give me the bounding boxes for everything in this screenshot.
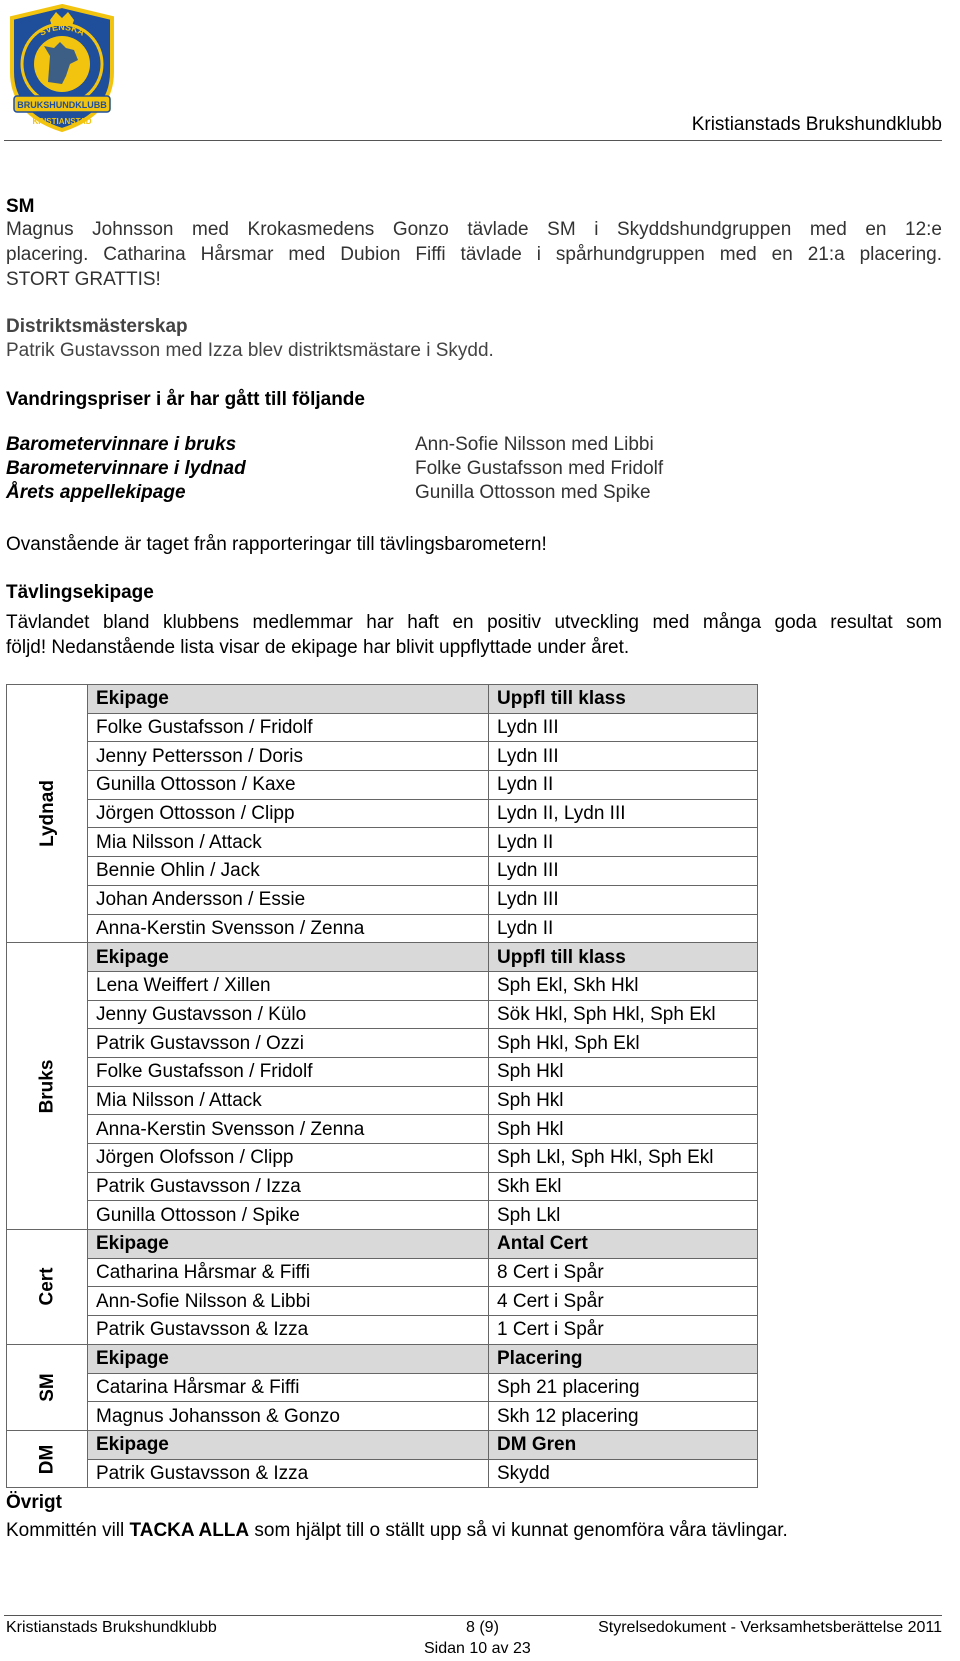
sm-line-2: placering. Catharina Hårsmar med Dubion Fiffi tävlade i spårhundgruppen med en 21:a placering. [6,244,942,265]
result-cell: Skh 12 placering [489,1402,758,1431]
prize-row [6,433,706,457]
column-header: DM Gren [489,1430,758,1459]
club-logo [4,2,120,134]
table-row [7,771,758,800]
column-header: Uppfl till klass [489,685,758,714]
ekipage-cell: Ann-Sofie Nilsson & Libbi [88,1287,489,1316]
result-cell: 8 Cert i Spår [489,1258,758,1287]
section-label: Bruks [36,1059,58,1114]
logo-text-ribbon: KRISTIANSTAD [32,117,92,126]
ekipage-cell: Magnus Johansson & Gonzo [88,1402,489,1431]
section-label: SM [36,1373,58,1402]
prizes-note: Ovanstående är taget från rapporteringar till tävlingsbarometern! [6,534,547,555]
table-row [7,857,758,886]
table-row [7,1373,758,1402]
prize-winner: Ann-Sofie Nilsson med Libbi [415,434,654,455]
section-label: Lydnad [36,780,58,848]
result-cell: Lydn III [489,742,758,771]
results-table [6,684,758,1488]
result-cell: Skh Ekl [489,1172,758,1201]
column-header: Ekipage [88,1344,489,1373]
ekipage-cell: Gunilla Ottosson / Kaxe [88,771,489,800]
ekipage-cell: Folke Gustafsson / Fridolf [88,713,489,742]
result-cell: Sök Hkl, Sph Hkl, Sph Ekl [489,1000,758,1029]
ekipage-cell: Bennie Ohlin / Jack [88,857,489,886]
result-cell: Lydn II [489,828,758,857]
other-text-after: som hjälpt till o ställt upp så vi kunnat genomföra våra tävlingar. [249,1520,788,1541]
ekipage-cell: Patrik Gustavsson / Ozzi [88,1029,489,1058]
footer-center: 8 (9) [466,1619,499,1636]
logo-text-bottom: BRUKSHUNDKLUBB [17,100,107,110]
table-row [7,799,758,828]
section-label-cell [7,1344,88,1430]
other-heading: Övrigt [6,1492,62,1513]
ekipage-cell: Jörgen Olofsson / Clipp [88,1144,489,1173]
ekipage-cell: Patrik Gustavsson / Izza [88,1172,489,1201]
table-row [7,1201,758,1230]
column-header: Ekipage [88,943,489,972]
result-cell: 1 Cert i Spår [489,1316,758,1345]
result-cell: Lydn II, Lydn III [489,799,758,828]
prize-row [6,481,706,505]
table-row [7,885,758,914]
table-section-header [7,1344,758,1373]
result-cell: Lydn III [489,857,758,886]
column-header: Placering [489,1344,758,1373]
table-row [7,828,758,857]
table-row [7,914,758,943]
district-text: Patrik Gustavsson med Izza blev distriktsmästare i Skydd. [6,340,494,361]
result-cell: Sph Lkl, Sph Hkl, Sph Ekl [489,1144,758,1173]
result-cell: Sph Ekl, Skh Hkl [489,971,758,1000]
prize-name: Barometervinnare i bruks [6,434,237,455]
table-section-header [7,943,758,972]
logo-text-top: SVENSKA [37,21,87,38]
table-row [7,1316,758,1345]
result-cell: 4 Cert i Spår [489,1287,758,1316]
ekipage-cell: Anna-Kerstin Svensson / Zenna [88,914,489,943]
section-label: Cert [36,1267,58,1306]
ekipage-cell: Jörgen Ottosson / Clipp [88,799,489,828]
prize-row [6,457,706,481]
ekipage-cell: Patrik Gustavsson & Izza [88,1459,489,1488]
other-text-bold: TACKA ALLA [129,1520,250,1541]
table-row [7,1144,758,1173]
result-cell: Lydn II [489,771,758,800]
ekipage-cell: Folke Gustafsson / Fridolf [88,1057,489,1086]
prizes-heading: Vandringspriser i år har gått till följande [6,389,365,410]
result-cell: Lydn II [489,914,758,943]
ekipage-cell: Jenny Gustavsson / Külo [88,1000,489,1029]
sm-heading: SM [6,196,35,217]
result-cell: Sph Hkl, Sph Ekl [489,1029,758,1058]
ekipage-cell: Mia Nilsson / Attack [88,828,489,857]
table-row [7,1115,758,1144]
ekipage-cell: Jenny Pettersson / Doris [88,742,489,771]
table-row [7,1057,758,1086]
result-cell: Lydn III [489,713,758,742]
ekipage-cell: Lena Weiffert / Xillen [88,971,489,1000]
table-row [7,1459,758,1488]
other-text-before: Kommittén vill [6,1520,130,1541]
table-row [7,1287,758,1316]
footer-right: Styrelsedokument - Verksamhetsberättelse 2011 [598,1619,942,1636]
district-heading: Distriktsmästerskap [6,316,188,337]
table-row [7,742,758,771]
prize-name: Barometervinnare i lydnad [6,458,246,479]
section-label: DM [36,1444,58,1474]
table-row [7,713,758,742]
footer-page-number: Sidan 10 av 23 [424,1640,531,1657]
competition-heading: Tävlingsekipage [6,582,154,603]
sm-paragraph [6,217,942,292]
prize-winner: Gunilla Ottosson med Spike [415,482,651,503]
result-cell: Lydn III [489,885,758,914]
header-title: Kristianstads Brukshundklubb [691,114,942,135]
footer [6,1617,942,1639]
table-row [7,971,758,1000]
table-row [7,1029,758,1058]
table-section-header [7,1430,758,1459]
section-label-cell [7,943,88,1230]
ekipage-cell: Mia Nilsson / Attack [88,1086,489,1115]
column-header: Antal Cert [489,1230,758,1259]
section-label-cell [7,685,88,943]
sm-line-3: STORT GRATTIS! [6,269,161,290]
footer-left: Kristianstads Brukshundklubb [6,1619,217,1636]
header-divider [4,140,942,141]
sm-line-1: Magnus Johnsson med Krokasmedens Gonzo tävlade SM i Skyddshundgruppen med en 12:e [6,219,942,240]
column-header: Ekipage [88,1230,489,1259]
result-cell: Sph 21 placering [489,1373,758,1402]
table-row [7,1086,758,1115]
result-cell: Sph Lkl [489,1201,758,1230]
prize-name: Årets appellekipage [6,482,186,503]
table-section-header [7,1230,758,1259]
table-section-header [7,685,758,714]
competition-line-1: Tävlandet bland klubbens medlemmar har haft en positiv utveckling med många goda resultat som [6,612,942,633]
result-cell: Sph Hkl [489,1115,758,1144]
table-row [7,1258,758,1287]
column-header: Ekipage [88,685,489,714]
footer-divider [4,1615,942,1616]
table-row [7,1172,758,1201]
prize-winner: Folke Gustafsson med Fridolf [415,458,664,479]
ekipage-cell: Patrik Gustavsson & Izza [88,1316,489,1345]
ekipage-cell: Anna-Kerstin Svensson / Zenna [88,1115,489,1144]
result-cell: Skydd [489,1459,758,1488]
result-cell: Sph Hkl [489,1057,758,1086]
ekipage-cell: Catharina Hårsmar & Fiffi [88,1258,489,1287]
table-row [7,1402,758,1431]
competition-paragraph [6,610,942,660]
column-header: Uppfl till klass [489,943,758,972]
result-cell: Sph Hkl [489,1086,758,1115]
competition-line-2: följd! Nedanstående lista visar de ekipage har blivit uppflyttade under året. [6,637,630,658]
ekipage-cell: Johan Andersson / Essie [88,885,489,914]
table-row [7,1000,758,1029]
prizes-list [6,433,706,505]
ekipage-cell: Catarina Hårsmar & Fiffi [88,1373,489,1402]
ekipage-cell: Gunilla Ottosson / Spike [88,1201,489,1230]
section-label-cell [7,1430,88,1487]
other-text [6,1518,942,1543]
column-header: Ekipage [88,1430,489,1459]
results-table-body [7,685,758,1488]
section-label-cell [7,1230,88,1345]
